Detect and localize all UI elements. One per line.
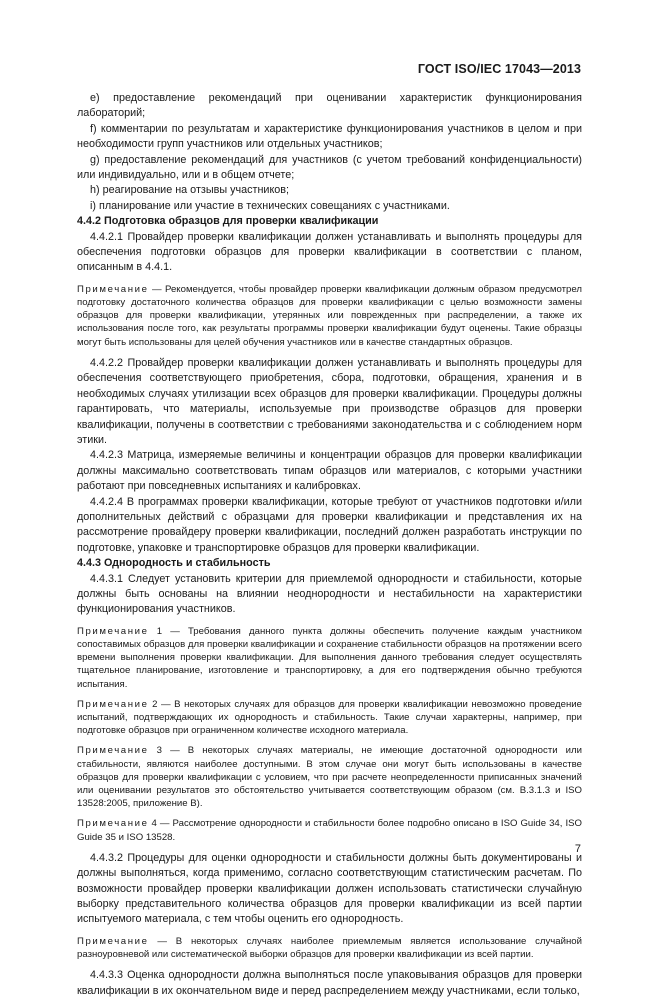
paragraph-4-4-2-4: 4.4.2.4 В программах проверки квалификации, которые требуют от участников подготовки и/или дополнительных действий с образцами для проверки квалификации и представления их на рассмотрение провайдеру проверки квалификации, последний должен разработать инструкции по подготовке, упаковке и транспортировке образцов для проверки квалификации. xyxy=(77,495,582,554)
note-1 xyxy=(77,625,582,691)
note-text: — Рекомендуется, чтобы провайдер проверки квалификации должным образом предусмотрел подготовку достаточного количества образцов для проверки квалификации с целью возможности замены образцов для проверки квалификации, утерянных или поврежденных при распределении, а также их использования после того, как результаты программы проверки квалификации будут оценены. Такие образцы могут быть использованы для целей обучения участников или в качестве стандартных образцов. xyxy=(77,283,582,348)
note-text: — В некоторых случаях наиболее приемлемым является использование случайной разноуровневой или систематической выборки образцов для проверки квалификации из всей партии. xyxy=(77,935,582,961)
paragraph-4-4-2-3: 4.4.2.3 Матрица, измеряемые величины и концентрации образцов для проверки квалификации должны максимально соответствовать типам образцов или материалов, с которыми участники работают при повседневных испытаниях и калибровках. xyxy=(77,449,582,493)
note-text: 3 — В некоторых случаях материалы, не имеющие достаточной однородности или стабильности, являются наиболее доступными. В этом случае они могут быть использованы в качестве образцов для проверки квалификации с условием, что при расчете неопределенности приписанных значений или оценивании результатов это обстоятельство учитывается соответствующим образом (см. В.3.1.3 и ISO 13528:2005, приложение В). xyxy=(77,745,582,810)
list-item-f: f) комментарии по результатам и характеристике функционирования участников в целом и при необходимости групп участников или отдельных участников; xyxy=(77,122,582,151)
paragraph-4-4-2-1: 4.4.2.1 Провайдер проверки квалификации должен устанавливать и выполнять процедуры для обеспечения подготовки образцов для проверки квалификации в соответствии с планом, описанным в 4.4.1. xyxy=(77,230,582,274)
list-item-h: h) реагирование на отзывы участников; xyxy=(90,184,290,197)
section-heading-4-4-3: 4.4.3 Однородность и стабильность xyxy=(77,557,271,570)
paragraph-4-4-3-3: 4.4.3.3 Оценка однородности должна выполняться после упаковывания образцов для проверки квалификации в их окончательном виде и перед распределением между участниками, если только, xyxy=(77,969,582,997)
list-item-g: g) предоставление рекомендаций для участников (с учетом требований конфиденциальности) или индивидуально, или и в общем отчете; xyxy=(77,153,582,182)
paragraph-4-4-3-1: 4.4.3.1 Следует установить критерии для приемлемой однородности и стабильности, которые должны быть основаны на влиянии неоднородности и нестабильности на характеристики функционирования участников. xyxy=(77,572,582,616)
note-label: Примечание xyxy=(77,745,149,757)
paragraph-4-4-3-2: 4.4.3.2 Процедуры для оценки однородности и стабильности должны быть документированы и должны выполняться, когда применимо, согласно соответствующим статистическим расчетам. По возможности провайдер проверки квалификации должен использовать статистически случайную выборку представительного количества образцов для проверки квалификации из всей партии испытуемого материала, с тем чтобы оценить его однородность. xyxy=(77,851,582,926)
list-item-i: i) планирование или участие в технических совещаниях с участниками. xyxy=(90,199,450,212)
note-4-4-2-1 xyxy=(77,283,582,349)
section-heading-4-4-2: 4.4.2 Подготовка образцов для проверки квалификации xyxy=(77,215,379,228)
note-label: Примечание xyxy=(77,625,149,637)
note-text: 2 — В некоторых случаях для образцов для проверки квалификации невозможно проведение испытаний, подтверждающих их однородность и стабильность. Такие случаи характерны, например, при подготовке образцов при ограниченном количестве исходного материала. xyxy=(77,698,582,737)
note-text: 4 — Рассмотрение однородности и стабильности более подробно описано в ISO Guide 34, ISO Guide 35 и ISO 13528. xyxy=(77,818,582,843)
note-4-4-3-2 xyxy=(77,935,582,961)
list-item-e: e) предоставление рекомендаций при оценивании характеристик функционирования лабораторий; xyxy=(77,92,582,120)
note-label: Примечание xyxy=(77,698,149,710)
paragraph-4-4-2-2: 4.4.2.2 Провайдер проверки квалификации должен устанавливать и выполнять процедуры для обеспечения соответствующего приобретения, сбора, подготовки, обращения, хранения и в необходимых случаях утилизации всех образцов для проверки квалификации. Процедуры должны гарантировать, что материалы, используемые при производстве образцов для проверки квалификации, получены в соответствии с требованиями законодательства и с соблюдением норм этики. xyxy=(77,356,582,446)
document-body xyxy=(77,91,582,999)
page-number: 7 xyxy=(574,843,581,855)
note-4 xyxy=(77,817,582,843)
note-2 xyxy=(77,698,582,738)
standard-header: ГОСТ ISO/IEC 17043—2013 xyxy=(417,62,581,76)
note-label: Примечание xyxy=(77,283,149,295)
note-label: Примечание xyxy=(77,935,149,947)
note-label: Примечание xyxy=(77,818,149,830)
note-3 xyxy=(77,744,582,810)
note-text: 1 — Требования данного пункта должны обеспечить получение каждым участником сопоставимых образцов для проверки квалификации и сохранение стабильности образцов на протяжении всего времени выполнения проверки квалификации. Для выполнения данного требования следует осуществлять тщательное планирование, изготовление и транспортировку, а для его подтверждения обычно требуются испытания. xyxy=(77,625,582,690)
